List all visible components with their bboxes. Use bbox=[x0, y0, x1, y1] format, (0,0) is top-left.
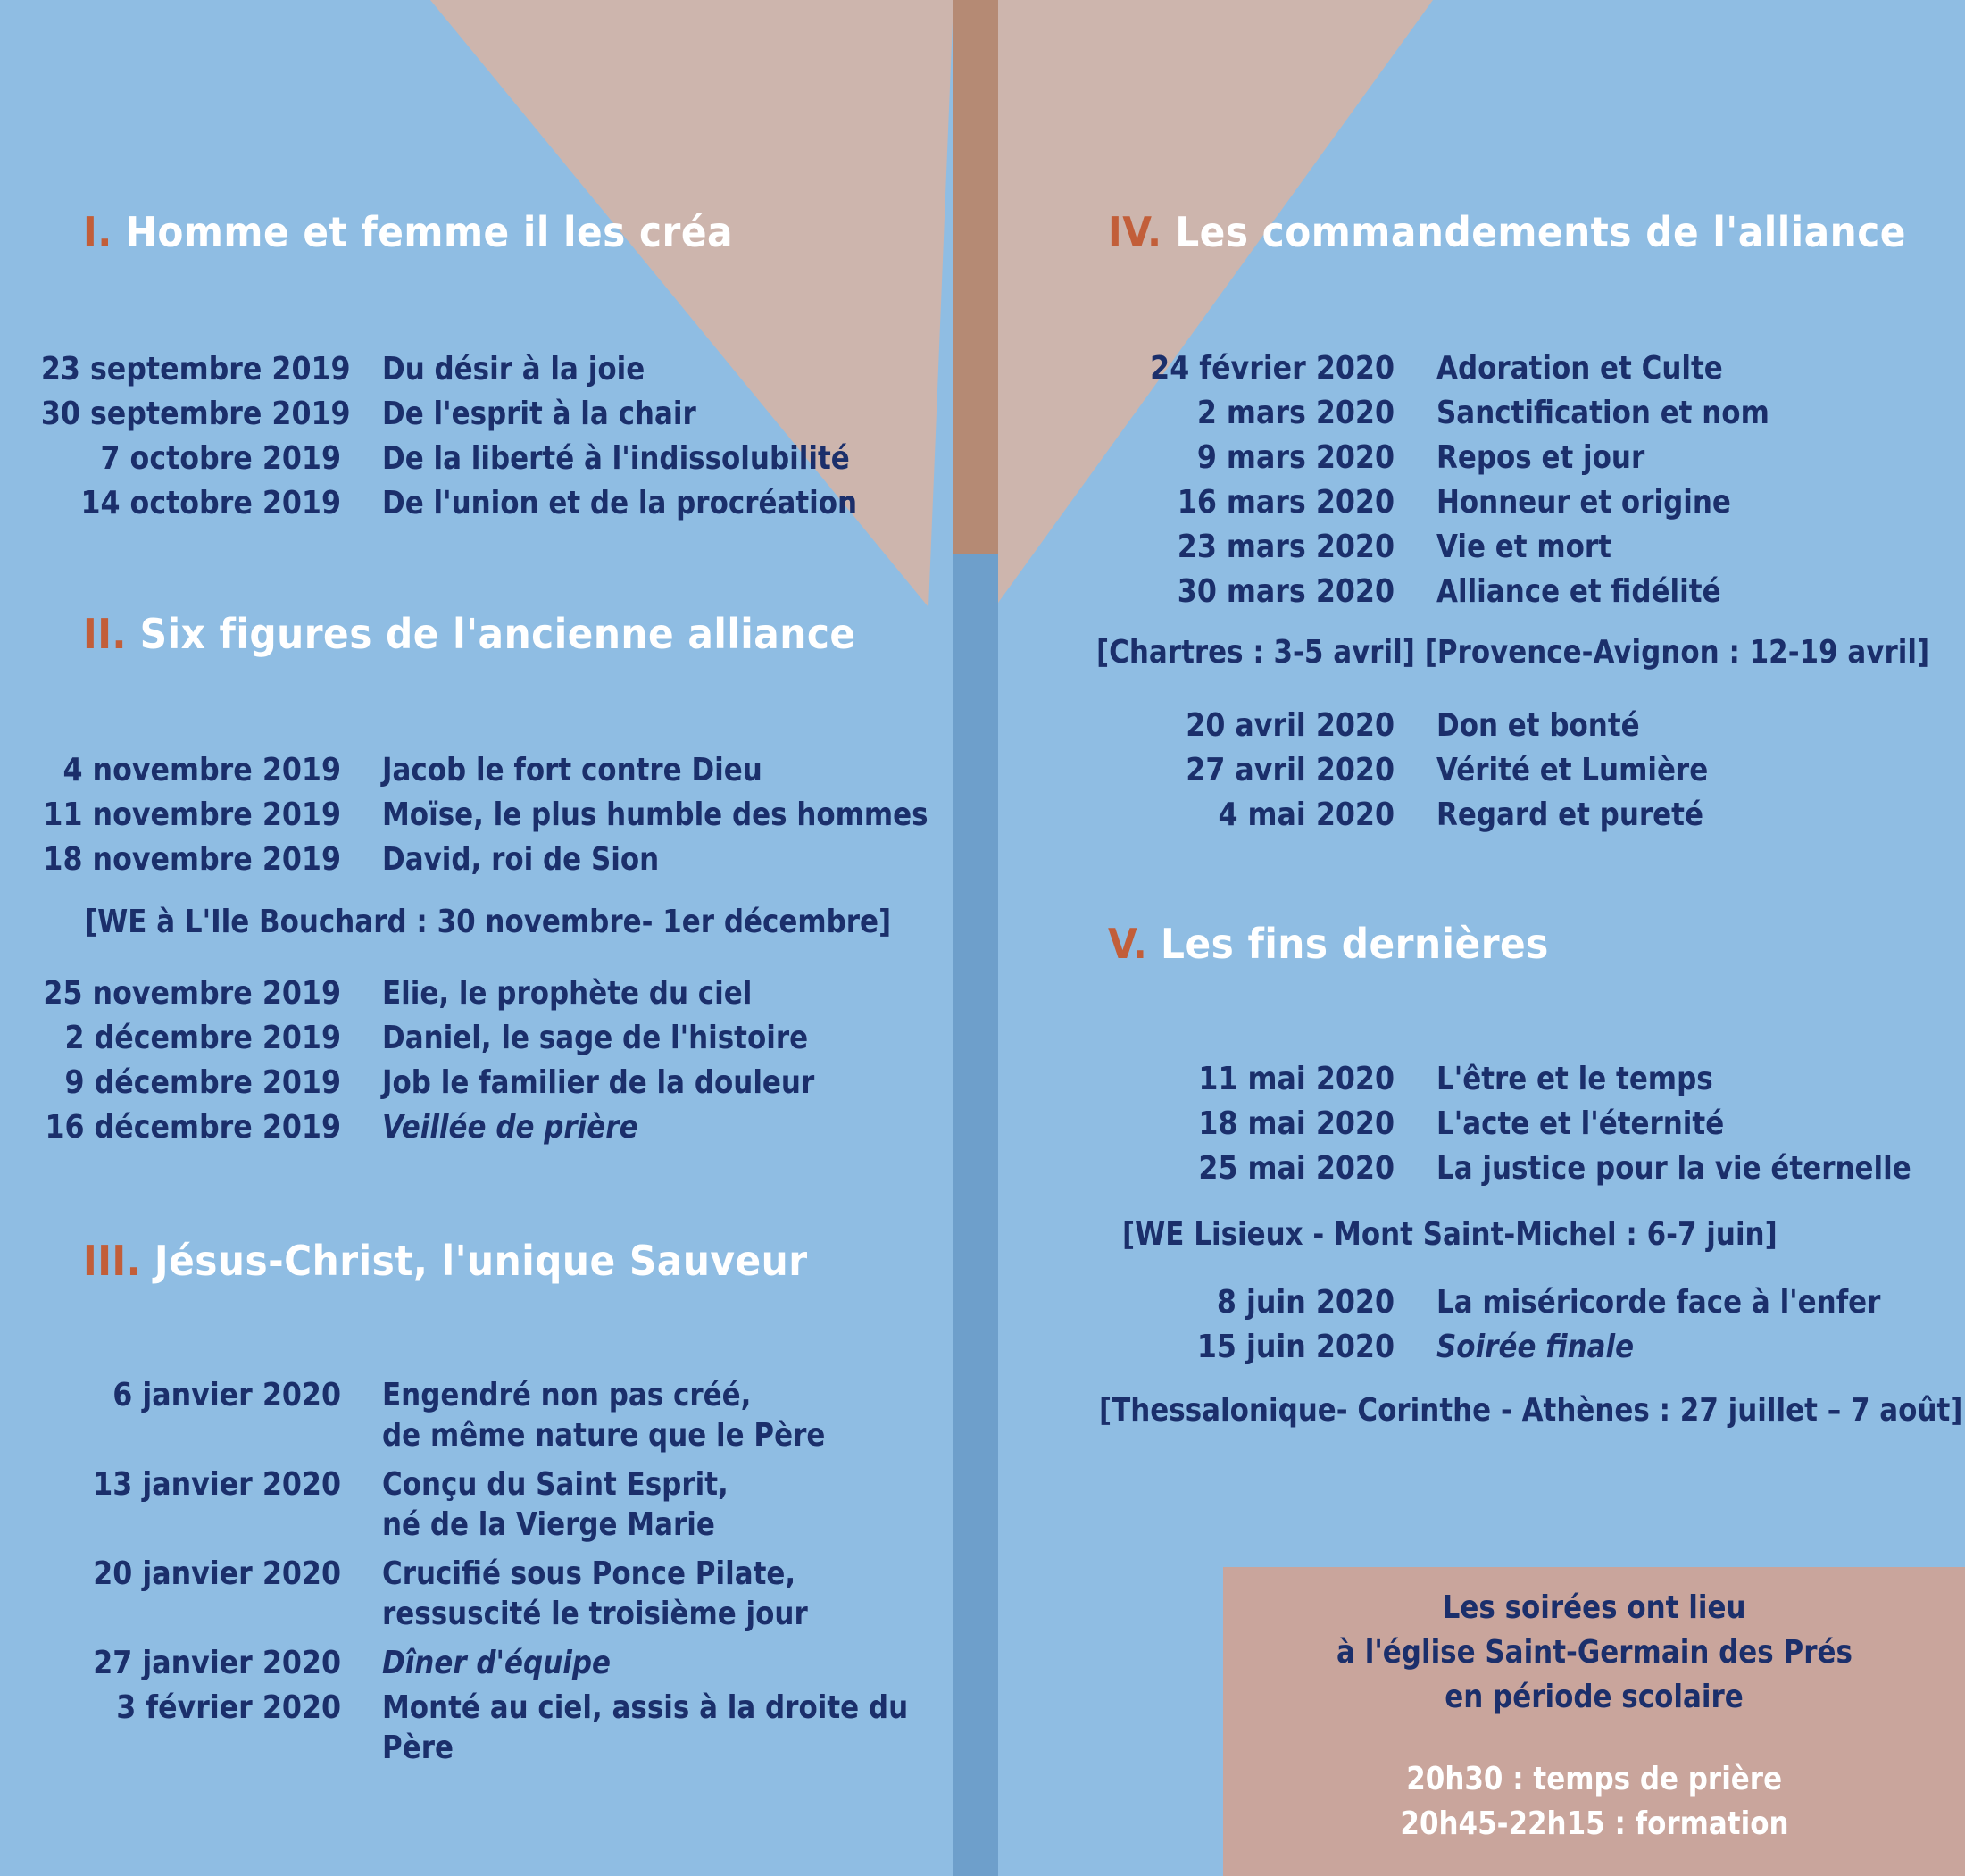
row-date: 18 novembre 2019 bbox=[43, 841, 342, 878]
row-date: 25 mai 2020 bbox=[1198, 1150, 1395, 1187]
row-date: 18 mai 2020 bbox=[1198, 1105, 1395, 1142]
row-text: La miséricorde face à l'enfer bbox=[1436, 1284, 1881, 1321]
section-title-text-1: Homme et femme il les créa bbox=[125, 208, 734, 256]
row-text: De la liberté à l'indissolubilité bbox=[382, 440, 850, 477]
row-date: 24 février 2020 bbox=[1150, 350, 1395, 387]
section-number-2: II. bbox=[83, 610, 127, 658]
row-text-line1: Conçu du Saint Esprit, bbox=[382, 1466, 729, 1503]
schedule-line-text: 20h45-22h15 : formation bbox=[1399, 1805, 1789, 1842]
row-text: Vérité et Lumière bbox=[1436, 752, 1709, 788]
row-text: Veillée de prière bbox=[382, 1109, 638, 1146]
row-date: 20 janvier 2020 bbox=[93, 1555, 342, 1592]
schedule-line bbox=[1223, 1805, 1965, 1842]
section-title-5 bbox=[1108, 920, 1549, 968]
row-date: 20 avril 2020 bbox=[1186, 707, 1395, 744]
schedule-line-text: 20h30 : temps de prière bbox=[1406, 1761, 1782, 1797]
row-date: 7 octobre 2019 bbox=[100, 440, 342, 477]
section-title-text-4: Les commandements de l'alliance bbox=[1175, 208, 1906, 256]
row-text-line2: né de la Vierge Marie bbox=[382, 1506, 715, 1543]
row-text: Repos et jour bbox=[1436, 439, 1645, 476]
row-text: Regard et pureté bbox=[1436, 796, 1703, 833]
row-text-line2: de même nature que le Père bbox=[382, 1417, 826, 1454]
row-text bbox=[382, 1377, 825, 1454]
row-text: Alliance et fidélité bbox=[1436, 573, 1721, 610]
row-text: Don et bonté bbox=[1436, 707, 1640, 744]
section-title-4 bbox=[1108, 208, 1906, 256]
row-text-line1: Crucifié sous Ponce Pilate, bbox=[382, 1555, 796, 1592]
row-date: 2 décembre 2019 bbox=[64, 1020, 341, 1056]
section-number-5: V. bbox=[1108, 920, 1148, 968]
row-text: Du désir à la joie bbox=[382, 351, 645, 388]
event-note: [WE à L'Ile Bouchard : 30 novembre- 1er décembre] bbox=[85, 904, 892, 940]
info-line bbox=[1223, 1589, 1965, 1626]
row-text: Elie, le prophète du ciel bbox=[382, 975, 753, 1012]
row-date: 9 décembre 2019 bbox=[64, 1064, 341, 1101]
row-text: Adoration et Culte bbox=[1436, 350, 1723, 387]
row-date: 8 juin 2020 bbox=[1216, 1284, 1395, 1321]
schedule-line bbox=[1223, 1761, 1965, 1797]
row-text: Dîner d'équipe bbox=[382, 1645, 612, 1681]
row-date: 14 octobre 2019 bbox=[80, 485, 341, 521]
row-text-line1: Monté au ciel, assis à la droite du bbox=[382, 1689, 909, 1726]
info-line-text: à l'église Saint-Germain des Prés bbox=[1336, 1634, 1853, 1671]
left-panel bbox=[0, 0, 946, 1876]
row-date: 11 novembre 2019 bbox=[43, 796, 342, 833]
event-note: [Thessalonique- Corinthe - Athènes : 27 juillet – 7 août] bbox=[1099, 1392, 1963, 1429]
row-text: La justice pour la vie éternelle bbox=[1436, 1150, 1911, 1187]
row-date: 4 novembre 2019 bbox=[62, 752, 341, 788]
row-date: 16 mars 2020 bbox=[1177, 484, 1395, 521]
row-text: Vie et mort bbox=[1436, 529, 1611, 565]
info-line bbox=[1223, 1634, 1965, 1671]
row-text: Sanctification et nom bbox=[1436, 395, 1769, 431]
row-date: 23 septembre 2019 bbox=[40, 351, 351, 388]
row-text: L'être et le temps bbox=[1436, 1061, 1713, 1097]
section-number-1: I. bbox=[83, 208, 112, 256]
row-text: Job le familier de la douleur bbox=[382, 1064, 815, 1101]
row-text: L'acte et l'éternité bbox=[1436, 1105, 1725, 1142]
row-date: 3 février 2020 bbox=[116, 1689, 341, 1726]
info-line-text: Les soirées ont lieu bbox=[1442, 1589, 1746, 1626]
row-text-line1: Engendré non pas créé, bbox=[382, 1377, 752, 1413]
event-note: [WE Lisieux - Mont Saint-Michel : 6-7 juin] bbox=[1122, 1216, 1778, 1253]
row-date: 9 mars 2020 bbox=[1196, 439, 1395, 476]
info-line bbox=[1223, 1679, 1965, 1715]
section-title-text-2: Six figures de l'ancienne alliance bbox=[139, 610, 856, 658]
row-text: De l'union et de la procréation bbox=[382, 485, 858, 521]
row-text: Honneur et origine bbox=[1436, 484, 1731, 521]
row-text: Moïse, le plus humble des hommes bbox=[382, 796, 928, 833]
section-title-text-5: Les fins dernières bbox=[1161, 920, 1549, 968]
row-date: 13 janvier 2020 bbox=[93, 1466, 342, 1503]
section-title-text-3: Jésus-Christ, l'unique Sauveur bbox=[154, 1237, 808, 1285]
info-line-text: en période scolaire bbox=[1445, 1679, 1744, 1715]
row-date: 4 mai 2020 bbox=[1218, 796, 1395, 833]
section-title-3 bbox=[83, 1237, 808, 1285]
row-date: 11 mai 2020 bbox=[1198, 1061, 1395, 1097]
section-title-2 bbox=[83, 610, 856, 658]
row-text bbox=[382, 1555, 808, 1632]
row-date: 6 janvier 2020 bbox=[112, 1377, 341, 1413]
row-date: 2 mars 2020 bbox=[1196, 395, 1395, 431]
section-number-3: III. bbox=[83, 1237, 142, 1285]
row-text: Daniel, le sage de l'histoire bbox=[382, 1020, 809, 1056]
row-date: 15 juin 2020 bbox=[1196, 1329, 1395, 1365]
row-text-line2: Père bbox=[382, 1730, 454, 1766]
row-text bbox=[382, 1689, 908, 1766]
row-text: David, roi de Sion bbox=[382, 841, 660, 878]
section-title-1 bbox=[83, 208, 733, 256]
row-text: Jacob le fort contre Dieu bbox=[382, 752, 762, 788]
info-box bbox=[1223, 1567, 1965, 1876]
row-text: De l'esprit à la chair bbox=[382, 396, 696, 432]
center-blue-stripe bbox=[953, 554, 998, 1876]
row-date: 25 novembre 2019 bbox=[43, 975, 342, 1012]
row-date: 30 septembre 2019 bbox=[40, 396, 351, 432]
row-text bbox=[382, 1466, 729, 1543]
row-date: 30 mars 2020 bbox=[1177, 573, 1395, 610]
row-date: 23 mars 2020 bbox=[1177, 529, 1395, 565]
row-date: 27 avril 2020 bbox=[1186, 752, 1395, 788]
row-date: 16 décembre 2019 bbox=[45, 1109, 341, 1146]
row-text: Soirée finale bbox=[1436, 1329, 1635, 1365]
section-number-4: IV. bbox=[1108, 208, 1162, 256]
event-note: [Chartres : 3-5 avril] [Provence-Avignon : 12-19 avril] bbox=[1096, 634, 1930, 671]
row-text-line2: ressuscité le troisième jour bbox=[382, 1596, 808, 1632]
row-date: 27 janvier 2020 bbox=[93, 1645, 342, 1681]
